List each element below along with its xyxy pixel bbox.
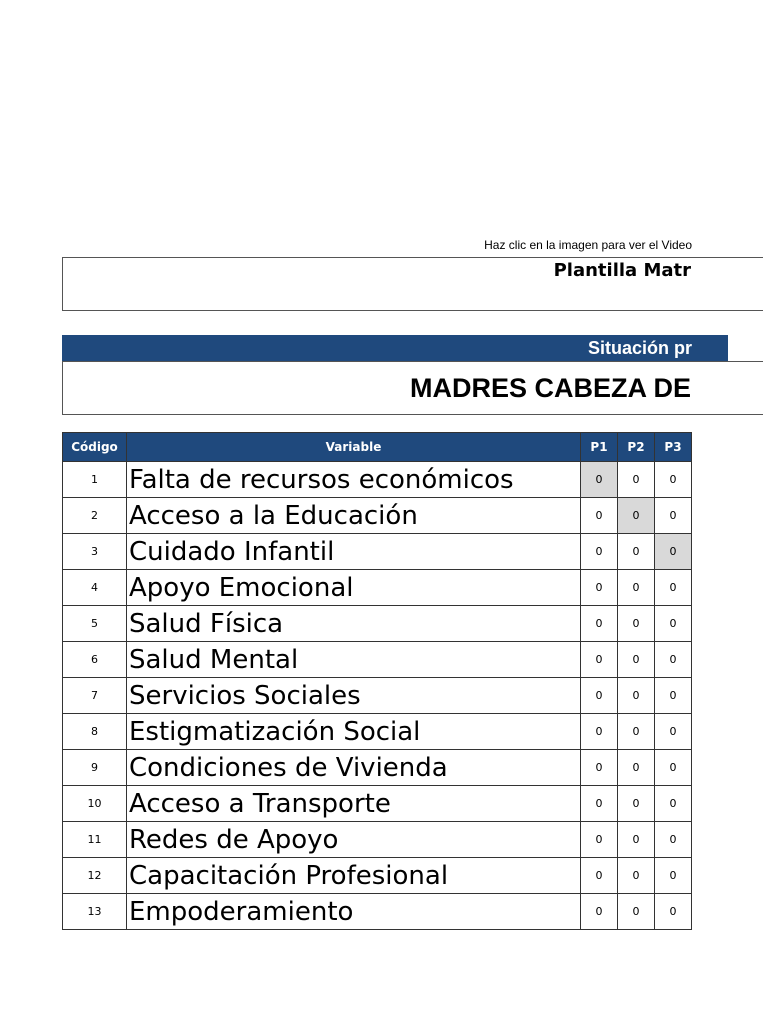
cell-p1[interactable]: 0 <box>581 750 618 786</box>
cell-p2[interactable]: 0 <box>618 570 655 606</box>
cell-variable: Condiciones de Vivienda <box>127 750 581 786</box>
cell-variable: Salud Mental <box>127 642 581 678</box>
cell-variable: Salud Física <box>127 606 581 642</box>
cell-p1[interactable]: 0 <box>581 822 618 858</box>
cell-code: 6 <box>63 642 127 678</box>
cell-code: 7 <box>63 678 127 714</box>
cell-code: 5 <box>63 606 127 642</box>
cell-variable: Empoderamiento <box>127 894 581 930</box>
table-row <box>63 750 692 786</box>
table-row <box>63 714 692 750</box>
cell-variable: Acceso a Transporte <box>127 786 581 822</box>
cell-code: 3 <box>63 534 127 570</box>
cell-code: 12 <box>63 858 127 894</box>
header-p2: P2 <box>618 433 655 462</box>
cell-p3[interactable]: 0 <box>655 462 692 498</box>
cell-p2[interactable]: 0 <box>618 894 655 930</box>
main-title: MADRES CABEZA DE <box>409 373 691 403</box>
cell-p3[interactable]: 0 <box>655 678 692 714</box>
cell-p3[interactable]: 0 <box>655 786 692 822</box>
cell-p1[interactable]: 0 <box>581 858 618 894</box>
cell-p1[interactable]: 0 <box>581 714 618 750</box>
cell-p3[interactable]: 0 <box>655 642 692 678</box>
table-row <box>63 642 692 678</box>
cell-p3[interactable]: 0 <box>655 894 692 930</box>
variables-matrix-table <box>62 432 692 930</box>
cell-p3[interactable]: 0 <box>655 534 692 570</box>
cell-variable: Falta de recursos económicos <box>127 462 581 498</box>
cell-variable: Cuidado Infantil <box>127 534 581 570</box>
cell-p2[interactable]: 0 <box>618 462 655 498</box>
cell-code: 9 <box>63 750 127 786</box>
cell-p2[interactable]: 0 <box>618 606 655 642</box>
table-row <box>63 462 692 498</box>
cell-p2[interactable]: 0 <box>618 714 655 750</box>
cell-code: 8 <box>63 714 127 750</box>
table-row <box>63 678 692 714</box>
table-row <box>63 822 692 858</box>
cell-p1[interactable]: 0 <box>581 642 618 678</box>
cell-p1[interactable]: 0 <box>581 678 618 714</box>
cell-variable: Servicios Sociales <box>127 678 581 714</box>
cell-p2[interactable]: 0 <box>618 534 655 570</box>
table-row <box>63 858 692 894</box>
table-row <box>63 534 692 570</box>
cell-p3[interactable]: 0 <box>655 822 692 858</box>
header-variable: Variable <box>127 433 581 462</box>
cell-p1[interactable]: 0 <box>581 534 618 570</box>
cell-p3[interactable]: 0 <box>655 498 692 534</box>
cell-p1[interactable]: 0 <box>581 462 618 498</box>
cell-p3[interactable]: 0 <box>655 570 692 606</box>
table-row <box>63 786 692 822</box>
cell-variable: Capacitación Profesional <box>127 858 581 894</box>
cell-p3[interactable]: 0 <box>655 858 692 894</box>
cell-p2[interactable]: 0 <box>618 642 655 678</box>
template-title: Plantilla Matr <box>553 260 691 281</box>
table-row <box>63 570 692 606</box>
header-p1: P1 <box>581 433 618 462</box>
cell-p3[interactable]: 0 <box>655 606 692 642</box>
situation-label: Situación pr <box>587 338 692 358</box>
cell-p2[interactable]: 0 <box>618 858 655 894</box>
cell-code: 4 <box>63 570 127 606</box>
cell-p3[interactable]: 0 <box>655 750 692 786</box>
cell-p1[interactable]: 0 <box>581 606 618 642</box>
table-row <box>63 606 692 642</box>
cell-variable: Redes de Apoyo <box>127 822 581 858</box>
cell-p1[interactable]: 0 <box>581 894 618 930</box>
cell-p2[interactable]: 0 <box>618 786 655 822</box>
cell-p1[interactable]: 0 <box>581 498 618 534</box>
table-header-row <box>63 433 692 462</box>
video-link[interactable]: Haz clic en la imagen para ver el Video <box>484 238 692 252</box>
table-row <box>63 498 692 534</box>
cell-p2[interactable]: 0 <box>618 750 655 786</box>
table-row <box>63 894 692 930</box>
cell-variable: Acceso a la Educación <box>127 498 581 534</box>
cell-code: 1 <box>63 462 127 498</box>
cell-p2[interactable]: 0 <box>618 498 655 534</box>
cell-p1[interactable]: 0 <box>581 786 618 822</box>
cell-p2[interactable]: 0 <box>618 822 655 858</box>
cell-variable: Apoyo Emocional <box>127 570 581 606</box>
cell-variable: Estigmatización Social <box>127 714 581 750</box>
cell-code: 11 <box>63 822 127 858</box>
cell-p2[interactable]: 0 <box>618 678 655 714</box>
cell-code: 13 <box>63 894 127 930</box>
cell-code: 10 <box>63 786 127 822</box>
header-p3: P3 <box>655 433 692 462</box>
cell-p1[interactable]: 0 <box>581 570 618 606</box>
header-code: Código <box>63 433 127 462</box>
cell-p3[interactable]: 0 <box>655 714 692 750</box>
cell-code: 2 <box>63 498 127 534</box>
